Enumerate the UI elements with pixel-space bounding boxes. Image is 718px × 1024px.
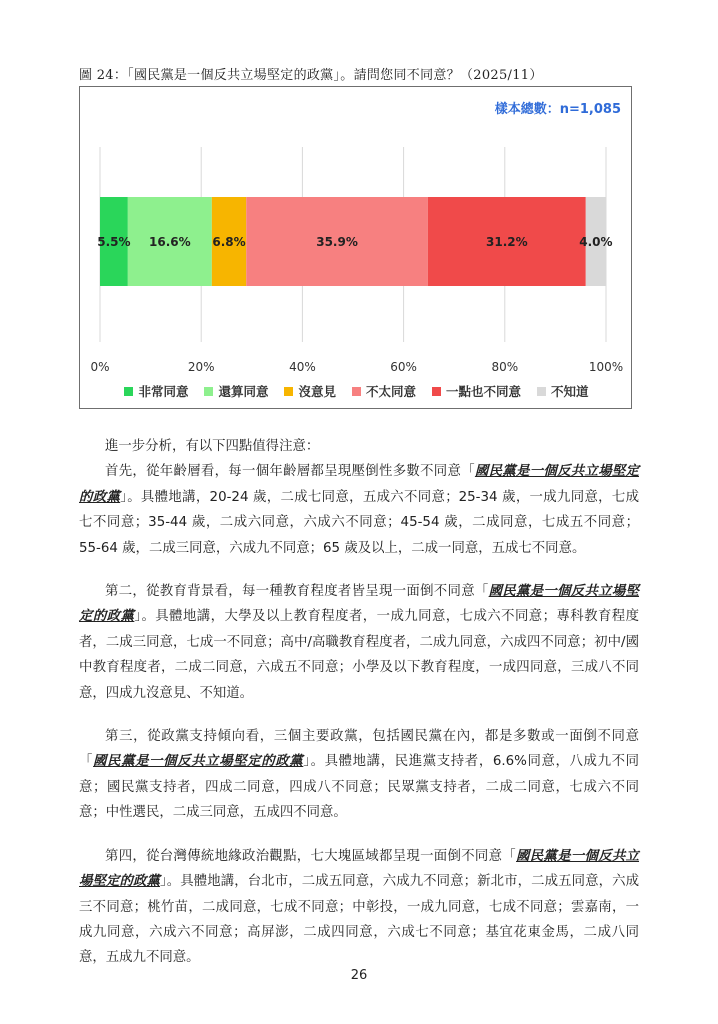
legend-swatch xyxy=(352,387,361,396)
legend-swatch xyxy=(432,387,441,396)
emphasized-statement: 國民黨是一個反共立場堅定的政黨 xyxy=(93,754,304,770)
legend-swatch xyxy=(284,387,293,396)
legend-label: 非常同意 xyxy=(138,384,189,399)
stacked-bar-chart xyxy=(80,87,633,410)
data-label: 31.2% xyxy=(486,235,528,249)
chart-frame xyxy=(79,86,632,409)
emphasized-statement: 國民黨是一個反共立場堅定的政黨 xyxy=(79,464,639,505)
x-tick-label: 0% xyxy=(90,360,110,374)
sample-size-note: 樣本總數：n=1,085 xyxy=(494,102,621,117)
data-label: 16.6% xyxy=(149,235,191,249)
data-label: 6.8% xyxy=(212,235,246,249)
legend-item xyxy=(352,382,416,400)
legend-item xyxy=(432,382,521,400)
legend-label: 不知道 xyxy=(551,384,589,399)
legend-swatch xyxy=(124,387,133,396)
data-label: 5.5% xyxy=(97,235,131,249)
legend-item xyxy=(537,382,589,400)
analysis-text xyxy=(79,434,639,971)
legend-label: 一點也不同意 xyxy=(446,384,522,399)
paragraph-education: 第二，從教育背景看，每一種教育程度者皆呈現一面倒不同意「國民黨是一個反共立場堅定的政黨」。具體地講，大學及以上教育程度者，一成九同意，七成六不同意；專科教育程度者，二成三同意，七成一不同意；高中/高職教育程度者，二成九同意，六成四不同意；初中/國中教育程度者，二成二同意，六成五不同意；小學及以下教育程度，一成四同意，三成八不同意，四成九沒意見、不知道。 xyxy=(79,584,640,701)
figure-caption: 圖 24：「國民黨是一個反共立場堅定的政黨」。請問您同不同意？（2025/11） xyxy=(79,68,543,83)
page-number: 26 xyxy=(350,968,368,983)
emphasized-statement: 國民黨是一個反共立場堅定的政黨 xyxy=(79,584,640,625)
emphasized-statement: 國民黨是一個反共立場堅定的政黨 xyxy=(79,848,640,890)
legend-label: 沒意見 xyxy=(298,384,336,399)
legend-swatch xyxy=(204,387,213,396)
legend-label: 還算同意 xyxy=(218,384,269,399)
data-label: 35.9% xyxy=(316,235,358,249)
legend-item xyxy=(204,382,268,400)
legend-swatch xyxy=(537,387,546,396)
data-label: 4.0% xyxy=(579,235,613,249)
legend-item xyxy=(284,382,336,400)
legend-label: 不太同意 xyxy=(366,384,417,399)
x-tick-label: 20% xyxy=(187,360,215,374)
chart-legend xyxy=(80,382,633,400)
x-tick-label: 100% xyxy=(588,360,624,374)
intro-paragraph: 進一步分析，有以下四點值得注意： xyxy=(105,439,320,454)
paragraph-party: 第三，從政黨支持傾向看，三個主要政黨，包括國民黨在內，都是多數或一面倒不同意「國民黨是一個反共立場堅定的政黨」。具體地講，民進黨支持者，6.6%同意，八成九不同意；國民黨支持者，四成二同意，四成八不同意；民眾黨支持者，二成二同意，七成六不同意；中性選民，二成三同意，五成四不同意。 xyxy=(79,729,640,821)
paragraph-age: 首先，從年齡層看，每一個年齡層都呈現壓倒性多數不同意「國民黨是一個反共立場堅定的政黨」。具體地講，20-24 歲，二成七同意，五成六不同意；25-34 歲，一成九同意，七成七不同意；35-44 歲，二成六同意，六成六不同意；45-54 歲，二成同意，七成五不同意；55-64 歲，二成三同意，六成九不同意；65 歲及以上，二成一同意，五成七不同意。 xyxy=(79,464,640,556)
x-tick-label: 80% xyxy=(491,360,519,374)
x-tick-label: 60% xyxy=(390,360,417,374)
paragraph-region: 第四，從台灣傳統地緣政治觀點，七大塊區域都呈現一面倒不同意「國民黨是一個反共立場堅定的政黨」。具體地講，台北市，二成五同意，六成九不同意；新北市，二成五同意，六成三不同意；桃竹苗，二成同意，七成不同意；中彰投，一成九同意，七成不同意；雲嘉南，一成九同意，六成六不同意；高屏澎，二成四同意，六成七不同意；基宜花東金馬，二成八同意，五成九不同意。 xyxy=(79,848,640,966)
x-tick-label: 40% xyxy=(289,360,316,374)
legend-item xyxy=(124,382,188,400)
